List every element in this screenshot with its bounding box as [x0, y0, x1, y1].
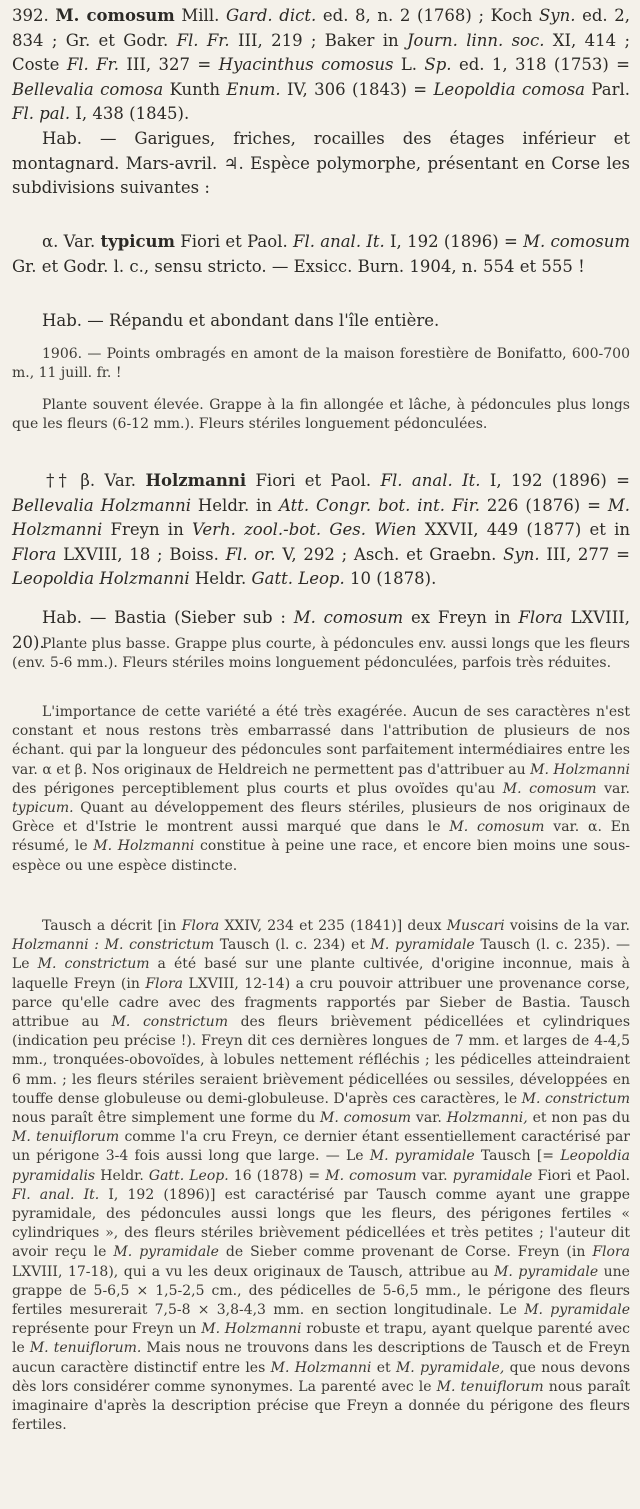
- italic-run: Syn.: [503, 544, 540, 564]
- text-run: robuste et trapu, ayant quelque parenté avec le: [12, 1321, 631, 1357]
- bold-run: typicum: [100, 232, 176, 251]
- text-run: Plante plus basse. Grappe plus courte, à pédoncules env. aussi longs que les fleurs (env. 5-6 mm.). Fleurs stériles moins longuement pédonculées, parfois très réduites.: [12, 636, 630, 672]
- text-run: Heldr.: [95, 1167, 149, 1184]
- text-run: Mill.: [174, 6, 226, 25]
- text-run: constitue à peine une race, et encore bien moins une sous-espèce ou une espèce distincte.: [12, 838, 630, 874]
- text-run: LXVIII, 12-14) a cru pouvoir attribuer une provenance corse, parce qu'elle cadre avec des fragments rapportés par Sieber de Bastia. Tausch attribue au: [12, 975, 630, 1031]
- text-run: comme l'a cru Freyn, ce dernier étant essentiellement caractérisé par un périgone 3-4 fois aussi long que large. — Le: [12, 1129, 630, 1165]
- text-run: représente pour Freyn un: [12, 1321, 202, 1338]
- text-run: α. Var.: [42, 232, 101, 251]
- text-run: une grappe de 5-6,5 × 1,5-2,5 cm., des pédicelles de 5-6,5 mm., le périgone des fleurs fertiles mesurerait 7,5-8 × 3,8-4,3 mm. en section longitudinale. Le: [12, 1263, 630, 1319]
- italic-run: M. Holzmanni: [201, 1321, 302, 1338]
- italic-run: Att. Congr. bot. int. Fir.: [278, 495, 481, 515]
- text-run: var. α. En résumé, le: [12, 819, 630, 855]
- italic-run: Holzmanni : M. constrictum: [12, 937, 215, 954]
- variety-alpha-habitat: [0, 309, 640, 334]
- text-run: Mais nous ne trouvons dans les descriptions de Tausch et de Freyn aucun caractère distinctif entre les: [12, 1340, 631, 1376]
- text-run: I, 192 (1896) =: [384, 232, 524, 251]
- text-run: 16 (1878) =: [228, 1167, 326, 1184]
- bold-run: M. comosum: [55, 6, 175, 25]
- text-run: I, 438 (1845).: [70, 104, 190, 123]
- italic-run: Fl. Fr.: [66, 55, 119, 74]
- italic-run: M. constrictum: [521, 1090, 630, 1107]
- italic-run: M. pyramidale: [113, 1244, 219, 1261]
- text-run: Hab. — Bastia (Sieber sub :: [42, 608, 294, 627]
- text-run: Quant au développement des fleurs stériles, plusieurs de nos originaux de Grèce et d'Istrie le montrent aussi marqué que dans le: [12, 800, 630, 836]
- italic-run: Flora: [12, 544, 57, 564]
- text-run: V, 292 ; Asch. et Graebn.: [275, 544, 504, 564]
- text-run: et: [371, 1359, 396, 1376]
- variety-alpha-description: [0, 396, 640, 434]
- text-run: LXVIII, 20).: [12, 608, 630, 652]
- text-run: ed. 2, 834 ; Gr. et Godr.: [12, 6, 630, 50]
- italic-run: M. comosum: [523, 232, 631, 251]
- italic-run: Bellevalia Holzmanni: [12, 495, 191, 515]
- italic-run: M. Holzmanni: [93, 838, 195, 855]
- italic-run: Fl. anal. It.: [380, 471, 481, 490]
- text-run: Tausch (l. c. 234) et: [214, 937, 371, 954]
- text-run: Fiori et Paol.: [175, 232, 294, 251]
- italic-run: Flora: [181, 918, 220, 934]
- text-run: ed. 1, 318 (1753) =: [451, 55, 631, 74]
- italic-run: Fl. Fr.: [176, 30, 230, 50]
- text-run: IV, 306 (1843) =: [280, 79, 434, 99]
- italic-run: Verh. zool.-bot. Ges. Wien: [191, 520, 417, 539]
- text-run: L'importance de cette variété a été très exagérée. Aucun de ses caractères n'est constant et nous restons très embarrassé dans l'attribution de plusieurs de nos échant. qui par la longueur des pédoncules sont parfaitement intermédiaires entre les var. α et β. Nos originaux de Heldreich ne permettent pas d'attribuer au: [12, 704, 630, 778]
- text-run: Tausch (l. c. 235). — Le: [12, 937, 630, 973]
- text-run: Fiori et Paol.: [246, 471, 381, 490]
- text-run: I, 192 (1896) =: [480, 471, 630, 490]
- text-run: ed. 8, n. 2 (1768) ; Koch: [316, 6, 539, 25]
- text-run: LXVIII, 17-18), qui a vu les deux originaux de Tausch, attribue au: [12, 1263, 495, 1280]
- italic-run: M. tenuiflorum: [436, 1378, 544, 1395]
- text-run: Fiori et Paol.: [532, 1167, 631, 1184]
- species-entry-heading: [0, 4, 640, 127]
- text-run: que nous devons dès lors considérer comme synonymes. La parenté avec le: [12, 1359, 630, 1395]
- text-run: des fleurs brièvement pédicellées et cylindriques (indication peu précise !). Freyn dit ces dernières longues de 7 mm. et larges de 4-4,5 mm., tronquées-obovoïdes, à lobules nettement réfléchis ; les pédicelles atteindraient 6 mm. ; les fleurs stériles seraient brièvement pédicellées ou sessiles, développées en touffe dense globuleuse ou demi-globuleuse. D'après ces caractères, le: [12, 1014, 631, 1107]
- text-run: var.: [596, 780, 631, 797]
- species-habitat: [0, 127, 640, 201]
- text-run: †† β. Var.: [42, 471, 146, 490]
- text-run: Hab. — Répandu et abondant dans l'île entière.: [42, 311, 440, 330]
- italic-run: M. comosum: [502, 780, 597, 797]
- text-run: Plante souvent élevée. Grappe à la fin allongée et lâche, à pédoncules plus longs que les fleurs (6-12 mm.). Fleurs stériles longuement pédonculées.: [12, 397, 630, 433]
- text-run: Kunth: [163, 79, 227, 99]
- italic-run: Journ. linn. soc.: [406, 30, 545, 50]
- text-run: L.: [393, 55, 425, 74]
- italic-run: Leopoldia pyramidalis: [12, 1148, 630, 1184]
- text-run: var.: [416, 1167, 453, 1184]
- text-run: nous paraît être simplement une forme du: [12, 1110, 320, 1127]
- italic-run: Hyacinthus comosus: [218, 55, 394, 74]
- italic-run: M. pyramidale: [370, 937, 475, 954]
- italic-run: M. comosum: [449, 819, 545, 836]
- italic-run: M. constrictum: [111, 1014, 228, 1031]
- text-run: XI, 414 ; Coste: [12, 30, 630, 74]
- italic-run: M. tenuiflorum: [12, 1129, 120, 1146]
- text-run: 1906. — Points ombragés en amont de la maison forestière de Bonifatto, 600-700 m., 11 juill. fr. !: [12, 346, 630, 382]
- text-run: 392.: [12, 6, 56, 25]
- text-run: de Sieber comme provenant de Corse. Freyn (in: [218, 1244, 593, 1261]
- italic-run: M. comosum: [325, 1167, 417, 1184]
- italic-run: M. tenuiflorum.: [29, 1340, 142, 1357]
- text-run: des périgones perceptiblement plus courts et plus ovoïdes qu'au: [12, 780, 503, 797]
- italic-run: typicum.: [12, 800, 74, 817]
- text-run: XXVII, 449 (1877) et in: [416, 520, 631, 539]
- italic-run: Fl. anal. It.: [293, 232, 385, 251]
- italic-run: Gatt. Leop.: [148, 1167, 229, 1184]
- italic-run: Gard. dict.: [225, 6, 317, 25]
- text-run: Hab. — Garigues, friches, rocailles des étages inférieur et montagnard. Mars-avril. ♃. Espèce polymorphe, présentant en Corse les subdivisions suivantes :: [12, 129, 630, 197]
- italic-run: Leopoldia Holzmanni: [12, 569, 190, 588]
- text-run: Heldr. in: [190, 495, 279, 515]
- text-run: I, 192 (1896)] est caractérisé par Tausch comme ayant une grappe pyramidale, des pédoncules aussi longs que les fleurs, des périgones fertiles « cylindriques », des fleurs stériles brièvement pédicellées et très petites ; l'auteur dit avoir reçu le: [12, 1186, 630, 1261]
- italic-run: Flora: [145, 975, 183, 992]
- italic-run: Muscari: [446, 918, 505, 934]
- italic-run: M. pyramidale: [524, 1302, 630, 1319]
- italic-run: Gatt. Leop.: [251, 569, 345, 588]
- text-run: Tausch [=: [474, 1148, 561, 1165]
- italic-run: M. comosum: [293, 608, 404, 627]
- commentary-paragraph: [0, 917, 640, 1435]
- variety-alpha-heading: [0, 230, 640, 279]
- text-run: Heldr.: [189, 569, 252, 588]
- text-run: Gr. et Godr. l. c., sensu stricto. — Exsicc. Burn. 1904, n. 554 et 555 !: [12, 256, 585, 276]
- variety-alpha-observation: [0, 345, 640, 383]
- text-run: et non pas du: [527, 1110, 630, 1127]
- commentary-paragraph: [0, 703, 640, 876]
- italic-run: M. pyramidale: [369, 1148, 475, 1165]
- italic-run: Flora: [518, 608, 563, 627]
- text-run: a été basé sur une plante cultivée, d'origine inconnue, mais à laquelle Freyn (in: [12, 956, 630, 992]
- bold-run: Holzmanni: [145, 471, 247, 490]
- italic-run: M. Holzmanni: [270, 1359, 372, 1376]
- variety-beta-heading: [0, 469, 640, 592]
- text-run: nous paraît imaginaire d'après la description précise que Freyn a donnée du périgone des fleurs fertiles.: [12, 1378, 630, 1434]
- italic-run: Flora: [592, 1244, 630, 1261]
- text-run: III, 327 =: [118, 55, 219, 74]
- text-run: Parl.: [585, 79, 630, 99]
- text-run: Freyn in: [102, 520, 192, 539]
- text-run: voisins de la var.: [504, 918, 630, 934]
- italic-run: M. Holzmanni: [530, 761, 631, 778]
- text-run: 226 (1876) =: [480, 495, 608, 515]
- italic-run: M. constrictum: [37, 956, 150, 973]
- italic-run: Syn.: [538, 6, 576, 25]
- italic-run: Leopoldia comosa: [433, 79, 586, 99]
- italic-run: Holzmanni,: [446, 1110, 528, 1127]
- text-run: Tausch a décrit [in: [42, 918, 182, 934]
- text-run: ex Freyn in: [403, 608, 519, 627]
- italic-run: Sp.: [424, 55, 452, 74]
- italic-run: M. pyramidale,: [395, 1359, 505, 1376]
- text-run: III, 219 ; Baker in: [229, 30, 407, 50]
- text-run: III, 277 =: [539, 544, 630, 564]
- italic-run: Fl. pal.: [12, 104, 71, 123]
- italic-run: Bellevalia comosa: [12, 79, 164, 99]
- italic-run: M. Holzmanni: [12, 495, 631, 539]
- italic-run: M. comosum: [319, 1110, 412, 1127]
- italic-run: pyramidale: [452, 1167, 533, 1184]
- text-run: 10 (1878).: [344, 569, 437, 588]
- italic-run: M. pyramidale: [494, 1263, 599, 1280]
- variety-beta-description: [0, 635, 640, 673]
- italic-run: Fl. or.: [225, 544, 276, 564]
- italic-run: Fl. anal. It.: [12, 1186, 100, 1203]
- italic-run: Enum.: [226, 79, 281, 99]
- text-run: LXVIII, 18 ; Boiss.: [56, 544, 226, 564]
- text-run: XXIV, 234 et 235 (1841)] deux: [219, 918, 447, 934]
- text-run: var.: [411, 1110, 447, 1127]
